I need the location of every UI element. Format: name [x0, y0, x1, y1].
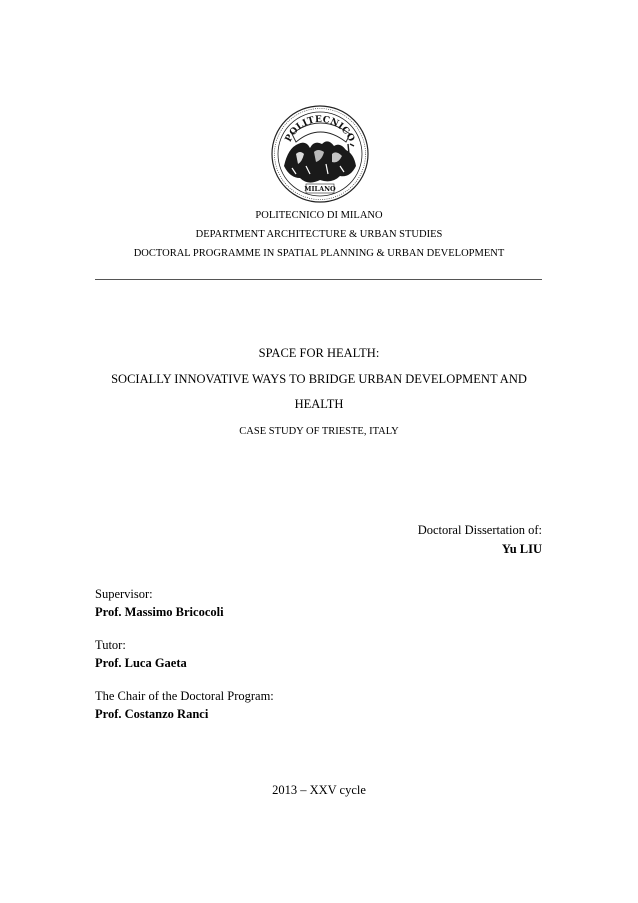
chair-label: The Chair of the Doctoral Program: — [95, 689, 274, 703]
header-divider — [95, 279, 542, 280]
chair-name: Prof. Costanzo Ranci — [95, 707, 209, 721]
seal-bottom-text: MILANO — [304, 185, 336, 193]
programme-name: DOCTORAL PROGRAMME IN SPATIAL PLANNING & URBAN DEVELOPMENT — [133, 248, 505, 259]
supervisor-label: Supervisor: — [95, 587, 153, 601]
supervisor-name: Prof. Massimo Bricocoli — [95, 605, 224, 619]
thesis-title-line-1: SPACE FOR HEALTH: — [258, 346, 380, 360]
dissertation-label: Doctoral Dissertation of: — [417, 523, 542, 537]
thesis-title-line-3: HEALTH — [294, 397, 344, 411]
thesis-title-line-2: SOCIALLY INNOVATIVE WAYS TO BRIDGE URBAN DEVELOPMENT AND — [111, 372, 527, 386]
tutor-label: Tutor: — [95, 638, 126, 652]
seal-top-text: POLITECNICO — [283, 114, 357, 144]
cycle-footer: 2013 – XXV cycle — [272, 783, 366, 797]
politecnico-seal-logo — [270, 104, 370, 204]
author-name: Yu LIU — [501, 542, 542, 556]
thesis-subtitle: CASE STUDY OF TRIESTE, ITALY — [239, 426, 399, 437]
institution-name: POLITECNICO DI MILANO — [255, 210, 383, 221]
tutor-name: Prof. Luca Gaeta — [95, 656, 187, 670]
department-name: DEPARTMENT ARCHITECTURE & URBAN STUDIES — [195, 229, 443, 240]
